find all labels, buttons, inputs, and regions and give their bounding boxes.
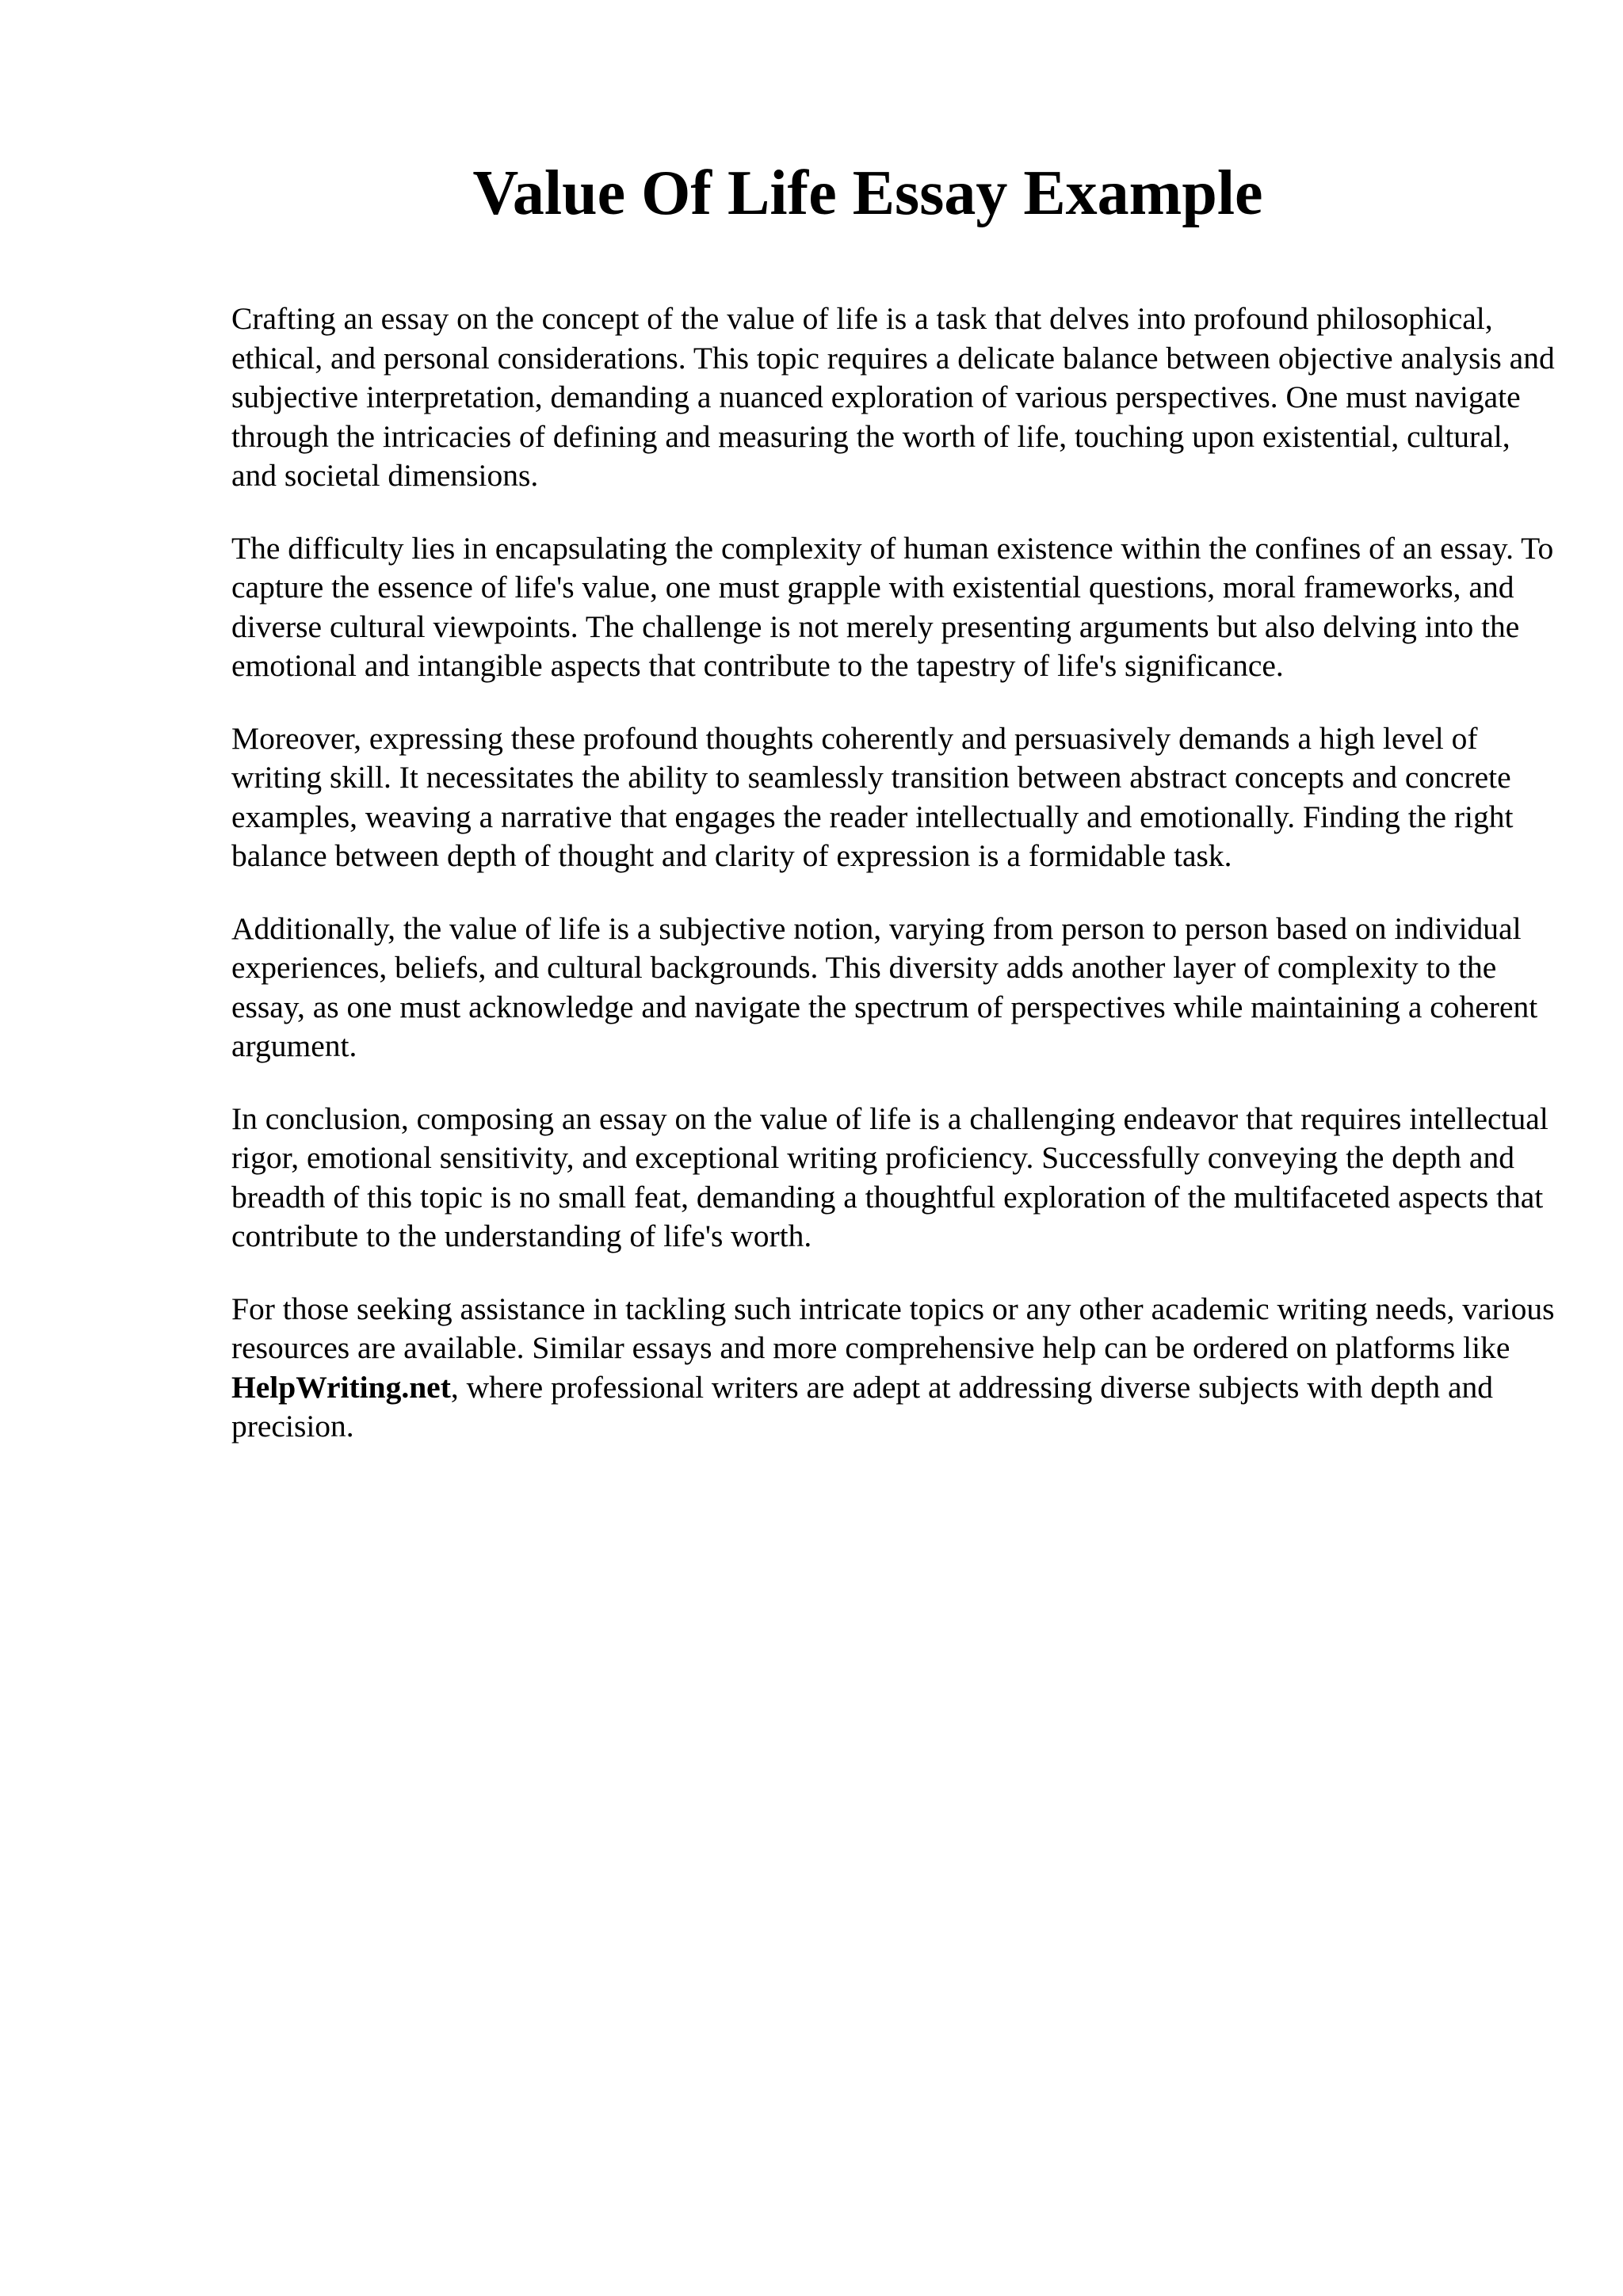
paragraph-intro: Crafting an essay on the concept of the value of life is a task that delves into profound philosophical, ethical, and personal considerations. This topic requires a delicate balance between objective analysis and subjective interpretation, demanding a nuanced exploration of various perspectives. One must navigate through the intricacies of defining and measuring the worth of life, touching upon existential, cultural, and societal dimensions. — [231, 301, 1555, 493]
closing-text-after: , where professional writers are adept at addressing diverse subjects with depth and precision. — [231, 1369, 1494, 1444]
document-title: Value Of Life Essay Example — [472, 158, 1263, 228]
paragraph-difficulty: The difficulty lies in encapsulating the complexity of human existence within the confines of an essay. To capture the essence of life's value, one must grapple with existential questions, moral frameworks, and diverse cultural viewpoints. The challenge is not merely presenting arguments but also delving into the emotional and intangible aspects that contribute to the tapestry of life's significance. — [231, 530, 1554, 683]
closing-text-before: For those seeking assistance in tackling such intricate topics or any other academic writing needs, various resources are available. Similar essays and more comprehensive help can be ordered on platforms like — [231, 1291, 1555, 1365]
paragraph-closing — [231, 1290, 1560, 1447]
paragraph-writing-skill: Moreover, expressing these profound thoughts coherently and persuasively demands a high level of writing skill. It necessitates the ability to seamlessly transition between abstract concepts and concrete examples, weaving a narrative that engages the reader intellectually and emotionally. Finding the right balance between depth of thought and clarity of expression is a formidable task. — [231, 720, 1514, 873]
paragraph-conclusion: In conclusion, composing an essay on the value of life is a challenging endeavor that requires intellectual rigor, emotional sensitivity, and exceptional writing proficiency. Successfully conveying the depth and breadth of this topic is no small feat, demanding a thoughtful exploration of the multifaceted aspects that contribute to the understanding of life's worth. — [231, 1100, 1549, 1253]
brand-name: HelpWriting.net — [231, 1369, 451, 1405]
essay-body — [231, 299, 1560, 1447]
paragraph-subjectivity: Additionally, the value of life is a subjective notion, varying from person to person based on individual experiences, beliefs, and cultural backgrounds. This diversity adds another layer of complexity to the essay, as one must acknowledge and navigate the spectrum of perspectives while maintaining a coherent argument. — [231, 910, 1538, 1063]
